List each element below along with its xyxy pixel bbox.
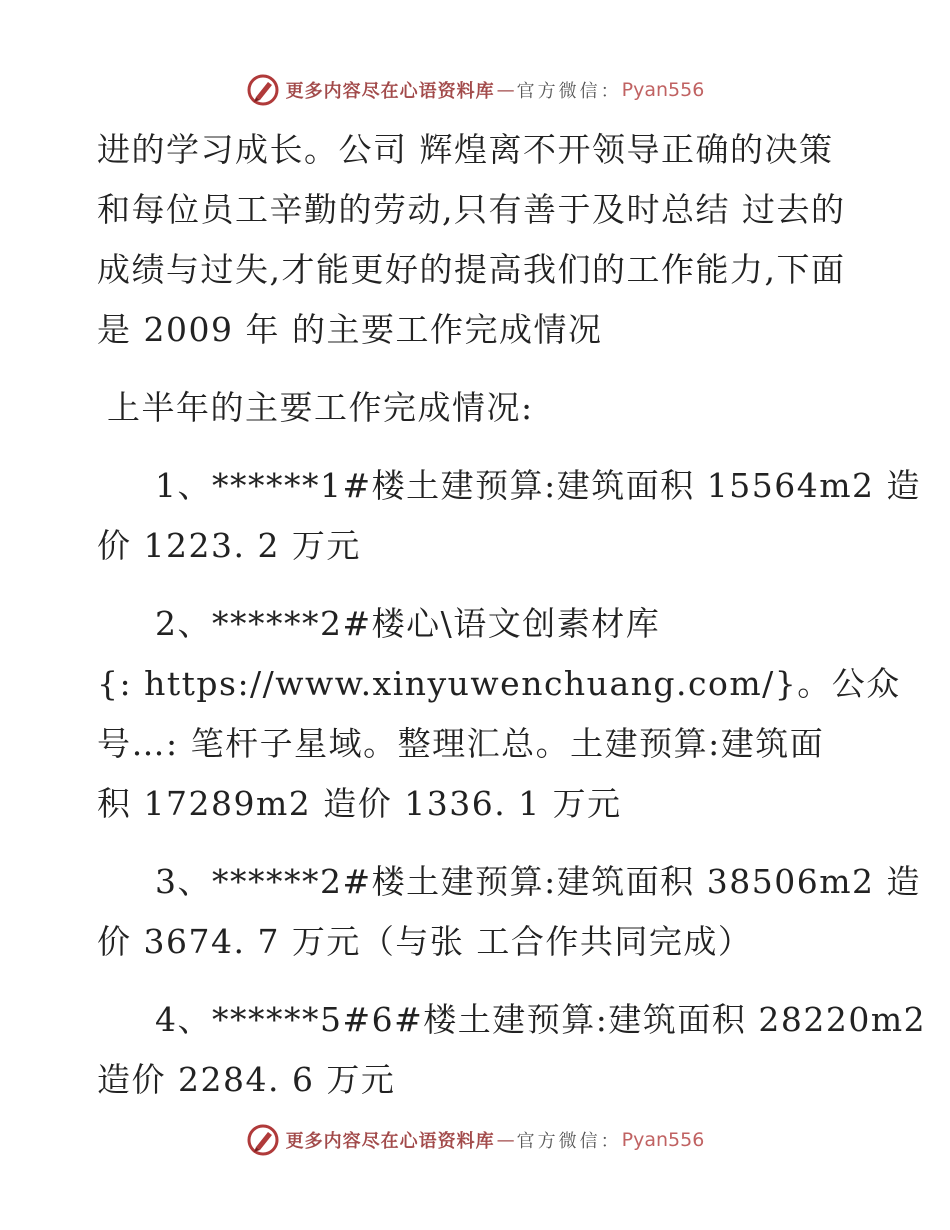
item-line: 3、******2#楼土建预算:建筑面积 38506m2 造 <box>155 862 922 901</box>
item-line: 4、******5#6#楼土建预算:建筑面积 28220m2 <box>155 1000 927 1039</box>
banner-wechat-label: 官方微信： <box>516 81 622 102</box>
intro-paragraph <box>97 120 852 360</box>
banner-wechat-id: Pyan556 <box>621 1129 705 1151</box>
item-line: {: https://www.xinyuwenchuang.com/}。公众 <box>97 664 901 703</box>
document-body <box>97 120 927 1110</box>
list-item <box>97 456 922 576</box>
item-line: 号…: 笔杆子星域。整理汇总。土建预算:建筑面 <box>97 724 825 763</box>
footer-banner <box>0 1120 950 1160</box>
banner-separator: — <box>496 1129 515 1151</box>
item-line: 价 1223. 2 万元 <box>97 526 361 565</box>
section-heading: 上半年的主要工作完成情况: <box>107 388 534 427</box>
list-item <box>97 594 901 834</box>
intro-line: 成绩与过失,才能更好的提高我们的工作能力,下面 <box>97 250 846 289</box>
banner-separator: — <box>496 79 515 101</box>
pen-logo-icon <box>246 1123 280 1157</box>
list-item <box>97 852 922 972</box>
banner-wechat-label: 官方微信： <box>516 1131 622 1152</box>
list-item <box>97 990 927 1110</box>
header-banner <box>0 70 950 110</box>
banner-main-text: 更多内容尽在心语资料库 <box>285 81 495 102</box>
intro-line: 进的学习成长。公司 辉煌离不开领导正确的决策 <box>97 130 834 169</box>
item-line: 2、******2#楼心\语文创素材库 <box>155 604 661 643</box>
intro-line: 和每位员工辛勤的劳动,只有善于及时总结 过去的 <box>97 190 846 229</box>
item-line: 1、******1#楼土建预算:建筑面积 15564m2 造 <box>155 466 922 505</box>
intro-line: 是 2009 年 的主要工作完成情况 <box>97 310 603 349</box>
item-line: 积 17289m2 造价 1336. 1 万元 <box>97 784 622 823</box>
banner-main-text: 更多内容尽在心语资料库 <box>285 1131 495 1152</box>
banner-wechat-id: Pyan556 <box>621 79 705 101</box>
pen-logo-icon <box>246 73 280 107</box>
item-line: 造价 2284. 6 万元 <box>97 1060 396 1099</box>
item-line: 价 3674. 7 万元（与张 工合作共同完成） <box>97 922 753 961</box>
